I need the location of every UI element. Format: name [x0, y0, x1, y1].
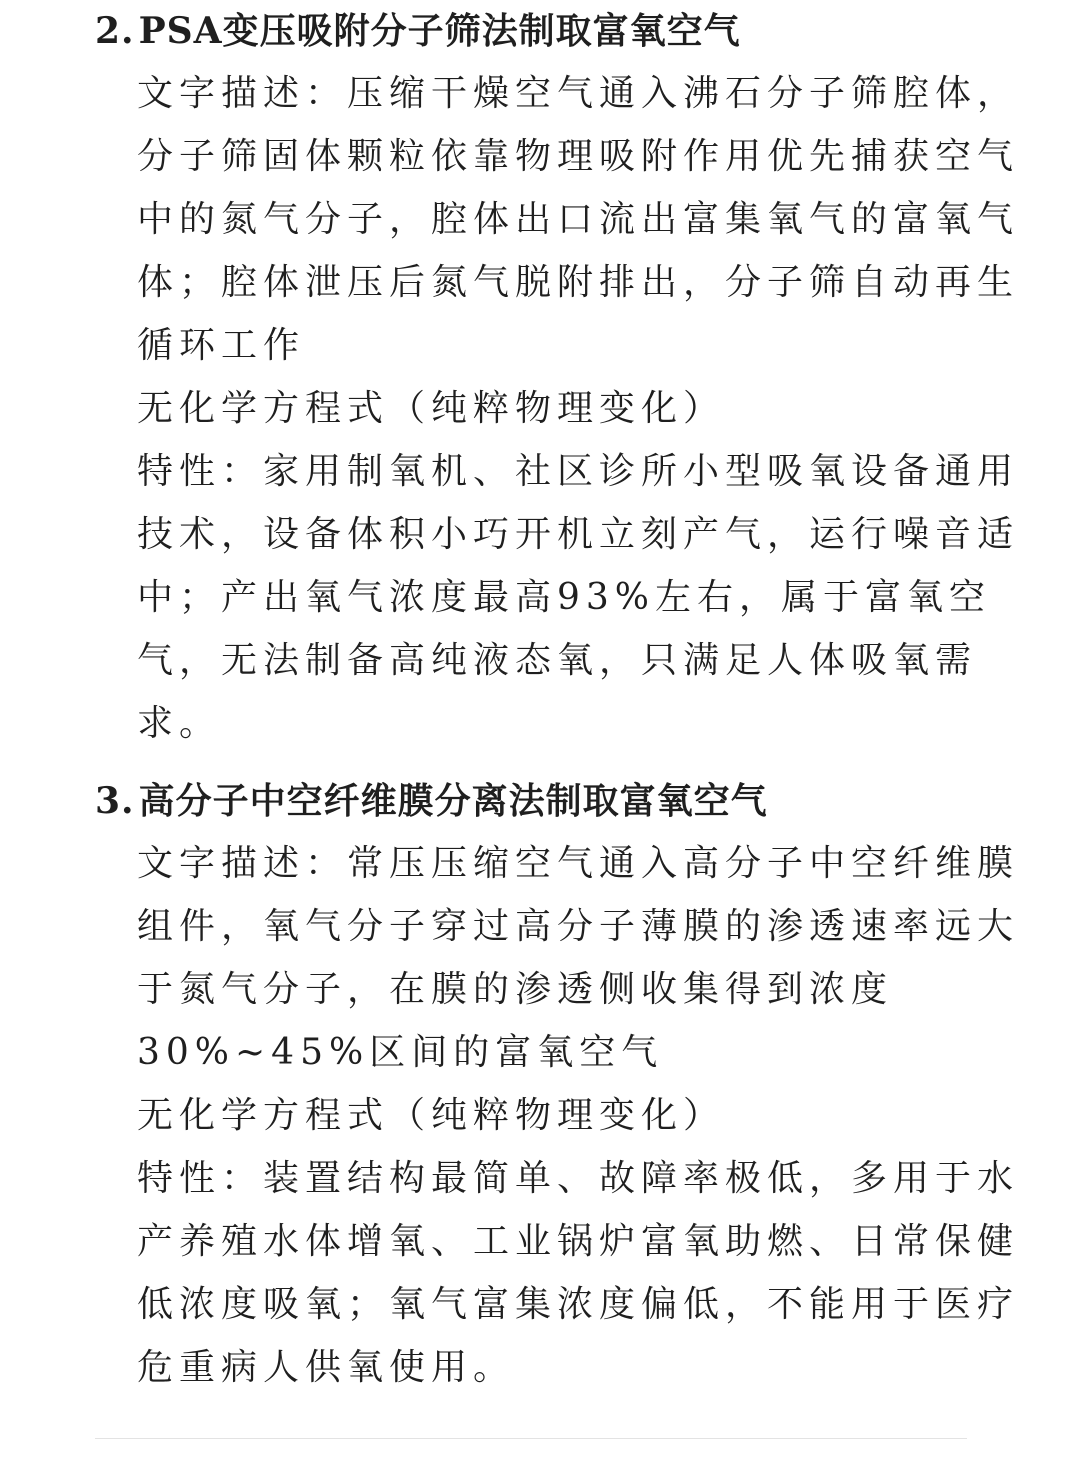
section-body: [137, 62, 1020, 755]
section-title: 高分子中空纤维膜分离法制取富氧空气: [138, 780, 768, 822]
body-line: 特性：家用制氧机、社区诊所小型吸氧设备通用: [137, 451, 1020, 492]
body-line: 体；腔体泄压后氮气脱附排出，分子筛自动再生: [137, 262, 1020, 303]
body-line: 技术，设备体积小巧开机立刻产气，运行噪音适: [137, 514, 1020, 555]
body-line: 无化学方程式（纯粹物理变化）: [137, 1095, 726, 1136]
section-heading: [95, 8, 995, 54]
section-number: 2.: [95, 10, 135, 52]
body-line: 危重病人供氧使用。: [137, 1347, 516, 1388]
body-line: 循环工作: [137, 325, 306, 366]
section-heading: [95, 778, 995, 824]
body-line: 特性：装置结构最简单、故障率极低，多用于水: [137, 1158, 1020, 1199]
body-line: 中；产出氧气浓度最高93%左右，属于富氧空: [137, 577, 992, 618]
body-line: 气，无法制备高纯液态氧，只满足人体吸氧需: [137, 640, 978, 681]
section-number: 3.: [95, 780, 135, 822]
body-line: 产养殖水体增氧、工业锅炉富氧助燃、日常保健: [137, 1221, 1020, 1262]
body-line: 中的氮气分子，腔体出口流出富集氧气的富氧气: [137, 199, 1020, 240]
section-body: [137, 832, 1020, 1399]
body-line: 文字描述：常压压缩空气通入高分子中空纤维膜: [137, 843, 1020, 884]
body-line: 于氮气分子，在膜的渗透侧收集得到浓度: [137, 969, 894, 1010]
section-membrane: [95, 778, 1020, 1399]
section-psa: [95, 8, 1020, 755]
body-line: 分子筛固体颗粒依靠物理吸附作用优先捕获空气: [137, 136, 1020, 177]
body-line: 求。: [137, 703, 222, 744]
body-line: 30%~45%区间的富氧空气: [137, 1032, 664, 1073]
body-line: 文字描述：压缩干燥空气通入沸石分子筛腔体，: [137, 73, 1020, 114]
body-line: 低浓度吸氧；氧气富集浓度偏低，不能用于医疗: [137, 1284, 1020, 1325]
body-line: 无化学方程式（纯粹物理变化）: [137, 388, 726, 429]
body-line: 组件，氧气分子穿过高分子薄膜的渗透速率远大: [137, 906, 1020, 947]
page-divider: [95, 1438, 967, 1439]
section-title: PSA变压吸附分子筛法制取富氧空气: [138, 10, 741, 52]
